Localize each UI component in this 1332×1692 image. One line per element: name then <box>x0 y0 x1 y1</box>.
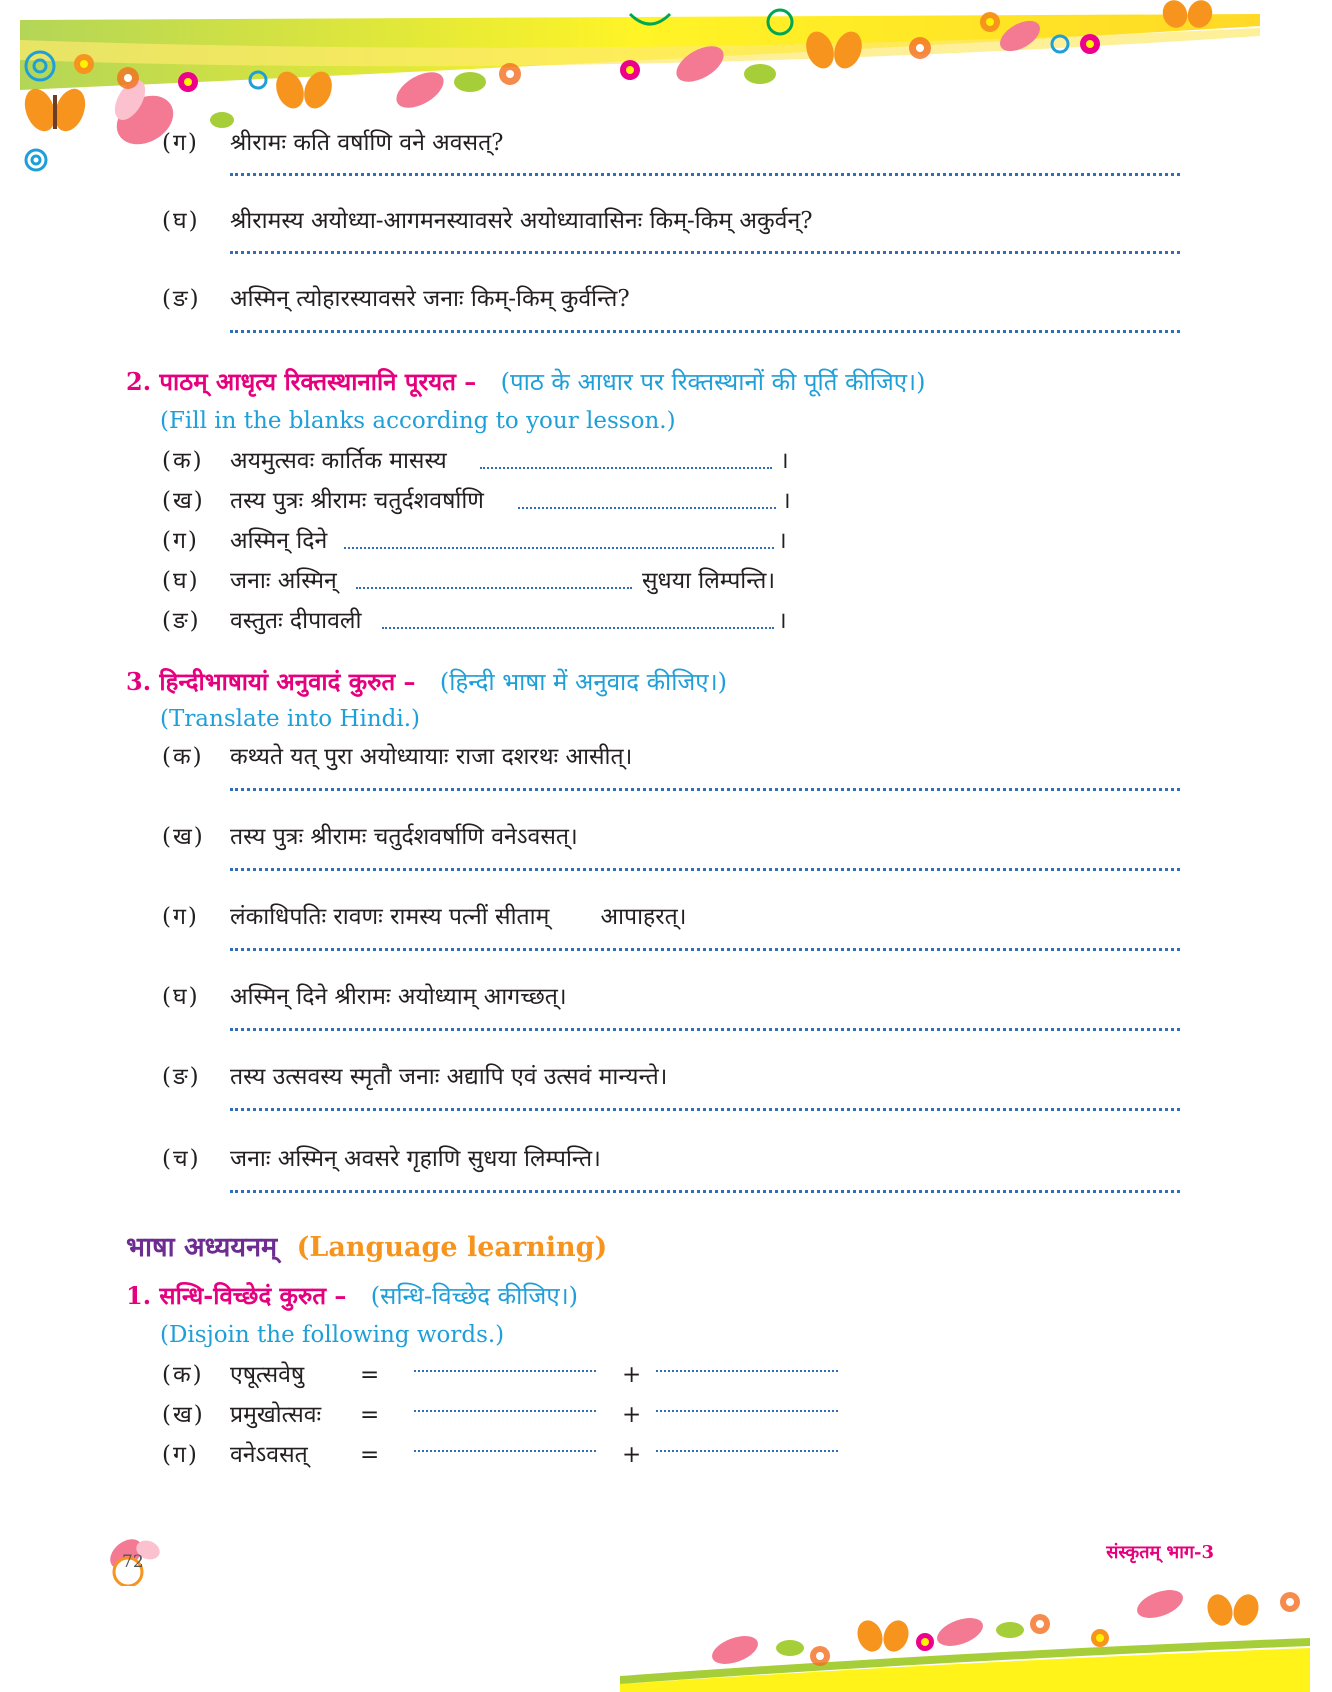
sandhi-english-gloss: (Disjoin the following words.) <box>160 1322 505 1348</box>
item-end: । <box>778 528 787 554</box>
q2-title: पाठम् आधृत्य रिक्तस्थानानि पूरयत – <box>159 367 477 396</box>
item-text: अयमुत्सवः कार्तिक मासस्य <box>230 448 447 474</box>
item-label: (ङ) <box>162 286 201 312</box>
sandhi-blank-2[interactable] <box>656 1450 838 1452</box>
item-label: (ख) <box>162 488 205 514</box>
item-label: (घ) <box>162 208 200 234</box>
item-label: (ग) <box>162 130 199 156</box>
item-text: जनाः अस्मिन् अवसरे गृहाणि सुधया लिम्पन्ति। <box>230 1146 601 1172</box>
q2-hindi-gloss: (पाठ के आधार पर रिक्तस्थानों की पूर्ति कीजिए।) <box>500 368 926 396</box>
q2-english-gloss: (Fill in the blanks according to your lesson.) <box>160 408 676 434</box>
q3-hindi-gloss: (हिन्दी भाषा में अनुवाद कीजिए।) <box>439 668 728 696</box>
sandhi-hindi-gloss: (सन्धि-विच्छेद कीजिए।) <box>370 1282 579 1310</box>
item-label: (घ) <box>162 984 200 1010</box>
item-text: अस्मिन् त्योहारस्यावसरे जनाः किम्-किम् कुर्वन्ति? <box>230 286 630 312</box>
answer-line[interactable] <box>230 948 1180 951</box>
plus-sign: + <box>622 1362 642 1388</box>
blank-field[interactable] <box>480 467 772 469</box>
item-end: । <box>778 608 787 634</box>
bottom-decorative-banner <box>0 1552 1332 1692</box>
item-label: (ख) <box>162 1402 205 1428</box>
item-label: (ग) <box>162 1442 199 1468</box>
item-label: (ग) <box>162 528 199 554</box>
sandhi-blank-2[interactable] <box>656 1410 838 1412</box>
equals-sign: = <box>360 1362 380 1388</box>
answer-line[interactable] <box>230 1190 1180 1193</box>
butterfly-icon <box>19 85 90 136</box>
q2-number: 2. <box>126 367 152 396</box>
item-label: (क) <box>162 1362 204 1388</box>
item-label: (ख) <box>162 824 205 850</box>
sandhi-blank-2[interactable] <box>656 1370 838 1372</box>
answer-line[interactable] <box>230 173 1180 176</box>
blank-field[interactable] <box>518 507 776 509</box>
q3-number: 3. <box>126 667 152 696</box>
answer-line[interactable] <box>230 788 1180 791</box>
equals-sign: = <box>360 1402 380 1428</box>
item-text: लंकाधिपतिः रावणः रामस्य पत्नीं सीताम् आपाहरत्। <box>230 904 687 930</box>
section-title-sanskrit: भाषा अध्ययनम् <box>126 1232 278 1263</box>
sandhi-number: 1. <box>126 1281 152 1310</box>
q2-heading <box>126 366 925 398</box>
item-label: (ङ) <box>162 1064 201 1090</box>
plus-sign: + <box>622 1402 642 1428</box>
page-number: 72 <box>122 1552 144 1572</box>
sandhi-word: प्रमुखोत्सवः <box>230 1402 322 1428</box>
blank-field[interactable] <box>356 587 632 589</box>
blank-field[interactable] <box>344 547 774 549</box>
item-text: श्रीरामः कति वर्षाणि वने अवसत्? <box>230 130 504 156</box>
top-decorative-banner <box>0 0 1332 190</box>
answer-line[interactable] <box>230 330 1180 333</box>
equals-sign: = <box>360 1442 380 1468</box>
item-text: श्रीरामस्य अयोध्या-आगमनस्यावसरे अयोध्यावासिनः किम्-किम् अकुर्वन्? <box>230 208 813 234</box>
sandhi-word: एषूत्सवेषु <box>230 1362 305 1388</box>
item-text: जनाः अस्मिन् <box>230 568 337 594</box>
sandhi-heading <box>126 1280 578 1312</box>
answer-line[interactable] <box>230 1108 1180 1111</box>
sandhi-blank-1[interactable] <box>414 1370 596 1372</box>
item-end: । <box>780 448 789 474</box>
item-label: (ग) <box>162 904 199 930</box>
item-text: तस्य पुत्रः श्रीरामः चतुर्दशवर्षाणि <box>230 488 484 514</box>
sandhi-blank-1[interactable] <box>414 1410 596 1412</box>
sandhi-title: सन्धि-विच्छेदं कुरुत – <box>159 1281 347 1310</box>
answer-line[interactable] <box>230 251 1180 254</box>
blank-field[interactable] <box>382 627 774 629</box>
item-end: सुधया लिम्पन्ति। <box>642 568 776 594</box>
q3-title: हिन्दीभाषायां अनुवादं कुरुत – <box>159 667 416 696</box>
plus-sign: + <box>622 1442 642 1468</box>
sandhi-blank-1[interactable] <box>414 1450 596 1452</box>
q3-heading <box>126 666 727 698</box>
item-label: (क) <box>162 448 204 474</box>
language-learning-title <box>126 1230 607 1266</box>
book-title: संस्कृतम् भाग-3 <box>1106 1542 1214 1563</box>
answer-line[interactable] <box>230 868 1180 871</box>
item-text: तस्य पुत्रः श्रीरामः चतुर्दशवर्षाणि वनेऽवसत्। <box>230 824 578 850</box>
section-title-english: (Language learning) <box>296 1232 608 1263</box>
item-label: (घ) <box>162 568 200 594</box>
item-text: तस्य उत्सवस्य स्मृतौ जनाः अद्यापि एवं उत्सवं मान्यन्ते। <box>230 1064 668 1090</box>
item-text: अस्मिन् दिने श्रीरामः अयोध्याम् आगच्छत्। <box>230 984 567 1010</box>
item-text: कथ्यते यत् पुरा अयोध्यायाः राजा दशरथः आसीत्। <box>230 744 633 770</box>
q3-english-gloss: (Translate into Hindi.) <box>160 706 421 732</box>
item-label: (च) <box>162 1146 201 1172</box>
item-text: वस्तुतः दीपावली <box>230 608 362 634</box>
item-end: । <box>782 488 791 514</box>
item-label: (क) <box>162 744 204 770</box>
sandhi-word: वनेऽवसत् <box>230 1442 308 1468</box>
answer-line[interactable] <box>230 1028 1180 1031</box>
item-label: (ङ) <box>162 608 201 634</box>
item-text: अस्मिन् दिने <box>230 528 328 554</box>
